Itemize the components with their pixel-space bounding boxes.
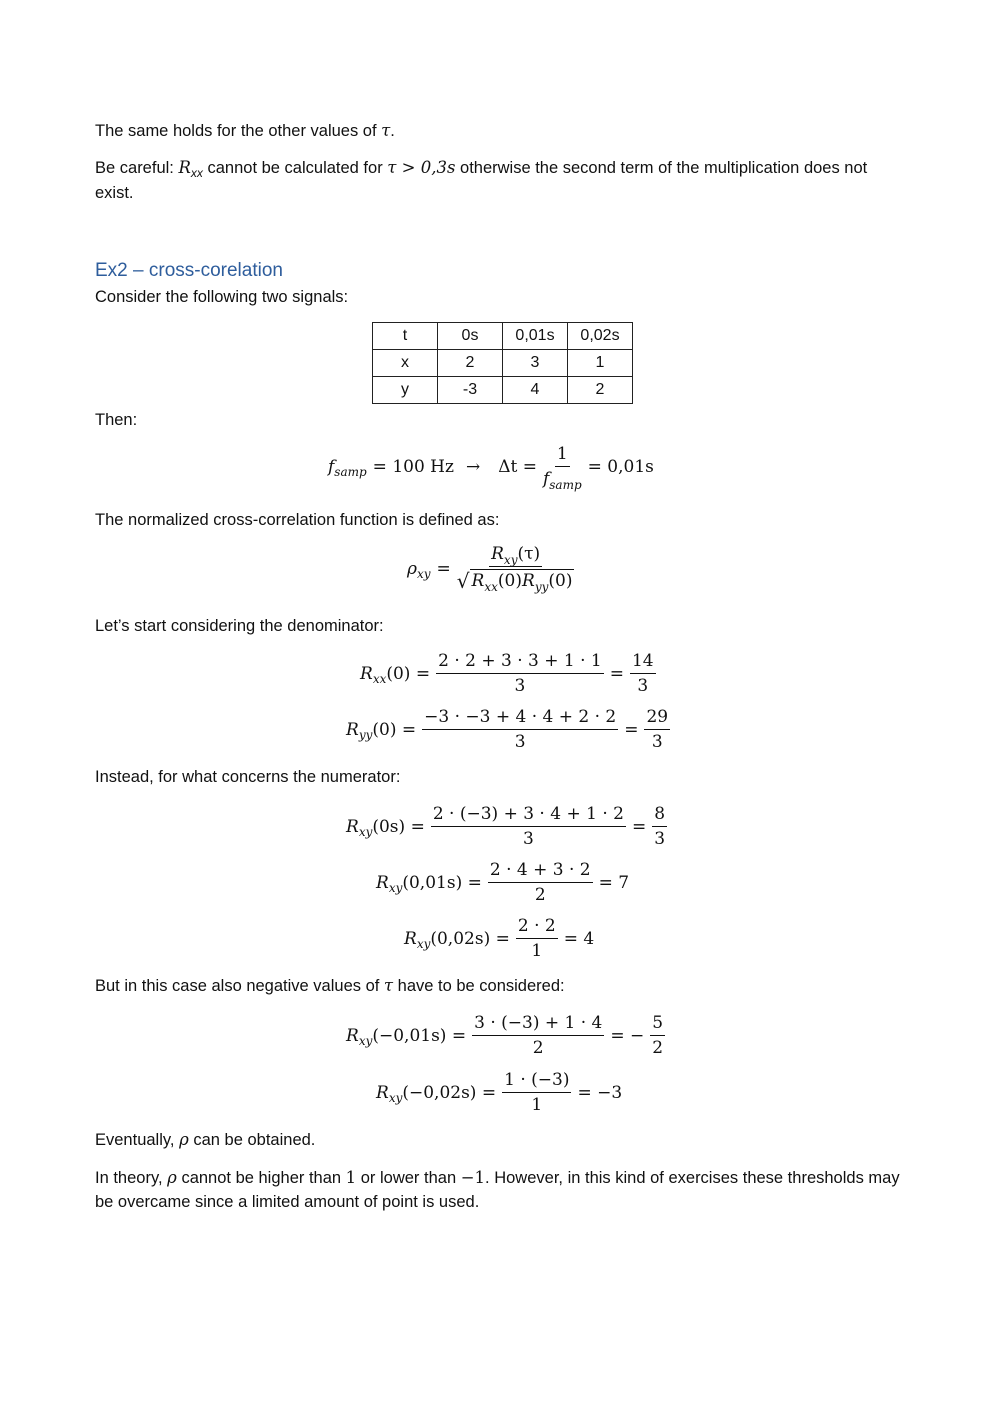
eq-fraction — [436, 651, 604, 696]
rho-equation — [407, 544, 580, 593]
eq-denominator — [542, 467, 582, 492]
table-row — [373, 323, 633, 350]
eq-argument: (0s) = — [372, 816, 425, 837]
eq-argument: (−0,01s) = — [372, 1025, 467, 1046]
eq-subscript: yy — [534, 580, 549, 594]
eq-denominator: 1 — [531, 1095, 543, 1115]
eq-numerator: −3 · −3 + 4 · 4 + 2 · 2 — [422, 707, 618, 730]
eq-fraction — [457, 544, 575, 593]
tau-symbol: τ — [381, 121, 391, 140]
sampling-equation — [328, 444, 654, 492]
eq-fraction — [502, 1070, 571, 1115]
eq-subscript: xy — [416, 936, 431, 951]
eq-denominator: 2 — [652, 1038, 664, 1058]
eq-numerator: 5 — [650, 1013, 665, 1036]
eq-fraction — [516, 916, 558, 961]
eq-numerator: 1 — [555, 444, 570, 467]
negative-suffix: have to be considered: — [393, 977, 565, 995]
normalized-intro-text: The normalized cross-correlation function is defined as: — [95, 511, 500, 529]
r-symbol: R — [346, 1025, 359, 1046]
eq-numerator: 14 — [630, 651, 656, 674]
eq-denominator: 1 — [531, 941, 543, 961]
eq-equals: = — [631, 816, 647, 837]
intro-line — [95, 119, 395, 143]
eq-numerator: 8 — [652, 804, 667, 827]
eq-numerator: 3 · (−3) + 1 · 4 — [472, 1013, 604, 1036]
rxy001-equation — [376, 860, 629, 905]
eventually-suffix: can be obtained. — [188, 1131, 316, 1149]
then-text: Then: — [95, 411, 138, 429]
table-cell: 0,02s — [568, 323, 633, 350]
r-symbol: R — [376, 1082, 389, 1103]
eq-subscript: xy — [358, 1033, 373, 1048]
eq-denominator: 2 — [532, 1038, 544, 1058]
denominator-intro-text: Let’s start considering the denominator: — [95, 617, 384, 635]
eq-equals: = — [609, 663, 624, 684]
table-cell: 0s — [438, 323, 503, 350]
eq-fraction — [472, 1013, 604, 1058]
eq-fraction — [431, 804, 626, 849]
r-symbol: R — [346, 719, 359, 740]
eq-argument: (0) — [497, 571, 522, 591]
eq-equals: = — [624, 719, 639, 740]
eq-subscript: samp — [549, 478, 582, 492]
table-cell: 4 — [503, 377, 568, 404]
eq-f-symbol: f — [542, 469, 550, 489]
careful-prefix: Be careful: — [95, 159, 179, 177]
eq-denominator — [457, 567, 575, 593]
eq-numerator: 2 · (−3) + 3 · 4 + 1 · 2 — [431, 804, 626, 827]
eq-result: = 0,01s — [587, 456, 654, 477]
rxym001-equation — [346, 1013, 671, 1058]
signal-table — [372, 322, 633, 404]
consider-text: Consider the following two signals: — [95, 288, 349, 306]
eq-f-symbol: f — [328, 456, 335, 477]
eq-argument: (−0,02s) = — [402, 1082, 497, 1103]
sqrt-symbol: √ $R_{xx}(0)R_{yy}(0)$ — [456, 569, 573, 594]
rxx0-equation — [360, 651, 662, 696]
eq-equals: = − — [610, 1025, 645, 1046]
rxx-symbol: R — [178, 158, 191, 177]
eq-argument: (0) — [548, 571, 573, 591]
eq-subscript: xy — [388, 880, 403, 895]
eq-subscript: xy — [388, 1090, 403, 1105]
eq-denominator: 3 — [654, 829, 666, 849]
eq-result: = 7 — [598, 872, 630, 893]
table-cell: 2 — [568, 377, 633, 404]
eq-subscript: xx — [372, 671, 387, 686]
eq-argument: (0,02s) = — [430, 928, 510, 949]
theory-mid: or lower than — [356, 1169, 461, 1187]
rxym002-equation — [376, 1070, 622, 1115]
r-symbol: R — [346, 816, 359, 837]
eq-result: = −3 — [577, 1082, 623, 1103]
eq-numerator: 1 · (−3) — [502, 1070, 571, 1093]
r-symbol: R — [471, 571, 485, 591]
numerator-intro-text: Instead, for what concerns the numerator: — [95, 768, 401, 786]
eq-numerator: 29 — [644, 707, 670, 730]
theory-upper-bound: 1 — [345, 1168, 357, 1187]
eq-result-fraction — [644, 707, 670, 752]
eq-numerator: 2 · 4 + 3 · 2 — [488, 860, 593, 883]
careful-suffix: otherwise the second term of the multiplication does not exist. — [95, 159, 868, 202]
eq-denominator: 3 — [514, 732, 526, 752]
eq-subscript: samp — [334, 464, 367, 479]
table-cell: 3 — [503, 350, 568, 377]
table-cell: 1 — [568, 350, 633, 377]
eq-denominator: 3 — [514, 676, 526, 696]
eq-argument: (0) = — [372, 719, 417, 740]
eq-result-fraction — [650, 1013, 665, 1058]
eq-numerator: 2 · 2 + 3 · 3 + 1 · 1 — [436, 651, 604, 674]
r-symbol: R — [522, 571, 535, 591]
tau-symbol: τ — [383, 976, 394, 995]
eq-result-fraction — [630, 651, 656, 696]
table-cell: t — [373, 323, 438, 350]
eq-numerator — [489, 544, 542, 567]
ryy0-equation — [346, 707, 676, 752]
arrow-symbol: → — [465, 456, 481, 477]
table-cell: 2 — [438, 350, 503, 377]
theory-paragraph — [95, 1166, 910, 1214]
table-row — [373, 350, 633, 377]
table-row — [373, 377, 633, 404]
eq-denominator: 3 — [637, 676, 649, 696]
table-cell: y — [373, 377, 438, 404]
theory-suffix: . However, in this kind of exercises these thresholds may be overcame since a limited amount of point is used. — [95, 1169, 900, 1211]
eq-delta-t: Δt = — [498, 456, 537, 477]
eq-fraction — [488, 860, 593, 905]
eq-equals: = — [436, 558, 451, 579]
theory-prefix: In theory, — [95, 1169, 168, 1187]
eq-argument: (τ) — [517, 544, 541, 564]
rho-symbol: ρ — [407, 558, 417, 579]
rxy0-equation — [346, 804, 673, 849]
section-heading: Ex2 – cross-corelation — [95, 260, 283, 281]
eq-fraction — [542, 444, 582, 492]
intro-text: The same holds for the other values of — [95, 122, 382, 140]
eq-value: = 100 Hz — [372, 456, 454, 477]
eq-argument: (0,01s) = — [402, 872, 482, 893]
r-symbol: R — [491, 544, 504, 564]
r-symbol: R — [376, 872, 389, 893]
table-cell: -3 — [438, 377, 503, 404]
rho-symbol: ρ — [179, 1130, 189, 1149]
eq-fraction — [422, 707, 618, 752]
eq-subscript: yy — [358, 727, 373, 742]
eventually-prefix: Eventually, — [95, 1131, 180, 1149]
eq-denominator: 2 — [534, 885, 546, 905]
tau-condition: τ > 0,3s — [387, 158, 456, 177]
careful-mid: cannot be calculated for — [202, 159, 388, 177]
eq-denominator: 3 — [651, 732, 663, 752]
eq-numerator: 2 · 2 — [516, 916, 558, 939]
eq-result: = 4 — [563, 928, 595, 949]
rho-symbol: ρ — [167, 1168, 177, 1187]
eq-argument: (0) = — [386, 663, 431, 684]
rxy002-equation — [404, 916, 594, 961]
table-cell: 0,01s — [503, 323, 568, 350]
eq-result-fraction — [652, 804, 667, 849]
negative-prefix: But in this case also negative values of — [95, 977, 384, 995]
eventually-line — [95, 1128, 315, 1152]
r-symbol: R — [360, 663, 373, 684]
eq-subscript: xy — [503, 553, 518, 567]
eq-subscript: xy — [358, 824, 373, 839]
eq-subscript: xx — [484, 580, 498, 594]
intro-period: . — [390, 122, 395, 140]
theory-lower-bound: −1 — [460, 1168, 486, 1187]
table-cell: x — [373, 350, 438, 377]
eq-subscript: xy — [417, 566, 431, 581]
eq-denominator: 3 — [522, 829, 534, 849]
r-symbol: R — [404, 928, 417, 949]
negative-intro-line — [95, 974, 565, 998]
careful-paragraph — [95, 156, 910, 205]
rxx-subscript: xx — [190, 166, 203, 180]
theory-mid: cannot be higher than — [176, 1169, 346, 1187]
